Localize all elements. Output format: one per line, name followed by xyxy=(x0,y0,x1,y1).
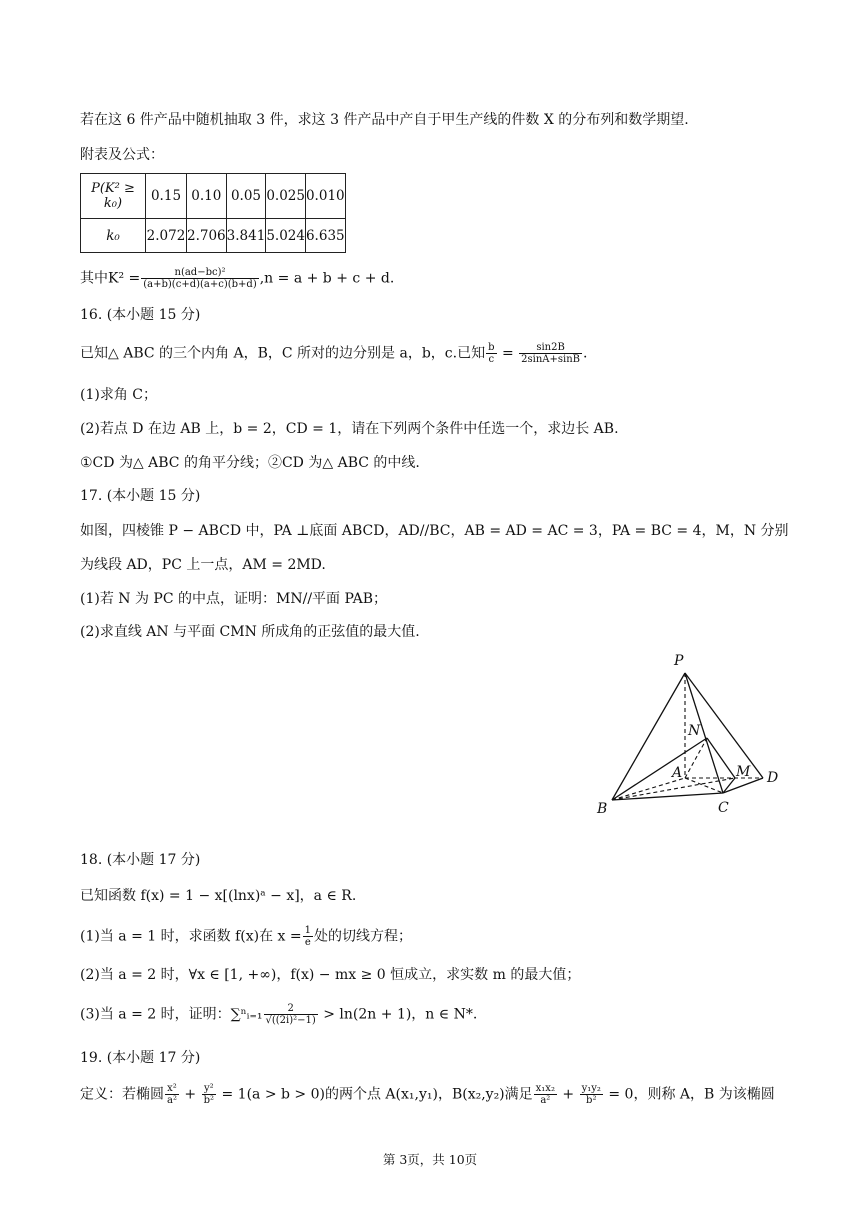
table-k-value: 2.072 xyxy=(146,219,187,253)
p15-question: 若在这 6 件产品中随机抽取 3 件，求这 3 件产品中产自于甲生产线的件数 X 的分布列和数学期望. xyxy=(80,112,689,128)
chi-square-formula: 其中K² = $\frac{\text{n(ad−bc)²}}{(a+b)(c+d)(a+c)(b+d)}$ ,n = a + b + c + d. xyxy=(80,267,395,290)
p17-line1: 如图，四棱锥 P − ABCD 中，PA ⊥底面 ABCD，AD//BC，AB = AD = AC = 3，PA = BC = 4，M，N 分别 xyxy=(80,523,789,539)
label-m: M xyxy=(736,764,751,780)
table-row1-label: P(K² ≥ k₀) xyxy=(81,174,146,219)
p18-q3: (3)当 a = 2 时，证明：∑ⁿᵢ₌₁ $\frac{2}{\text{√((2i)²−1)}}$ > ln(2n + 1)，n ∈ N*. xyxy=(80,1003,478,1026)
table-p-value: 0.05 xyxy=(226,174,266,219)
label-c: C xyxy=(718,800,729,816)
p16-header: 16. (本小题 15 分) xyxy=(80,307,201,323)
label-p: P xyxy=(674,653,684,669)
label-d: D xyxy=(767,770,779,786)
p16-intro: 已知△ ABC 的三个内角 A，B，C 所对的边分别是 a，b，c.已知 $\frac{b}{c}$ = $\frac{\sin 2B}{2\sin A+\sin B}$ . xyxy=(80,342,588,365)
p18-definition: 已知函数 f(x) = 1 − x[(lnx)ᵃ − x]，a ∈ R. xyxy=(80,888,357,904)
p17-q1: (1)若 N 为 PC 的中点，证明：MN//平面 PAB； xyxy=(80,591,388,607)
label-b: B xyxy=(597,801,608,817)
p19-definition: 定义：若椭圆 $\frac{\text{x²}}{\text{a²}}$ + $\frac{\text{y²}}{\text{b²}}$ = 1(a > b > 0)的两个点 A(x₁,y₁)，B(x₂,y₂)满足 $\frac{\text{x₁x₂}}{\text{a²}}$ + $\frac{\text{y₁y₂}}{\text{b²}}$ = 0，则称 A，B 为该椭圆 xyxy=(80,1083,775,1106)
appendix-label: 附表及公式： xyxy=(80,147,164,163)
table-p-value: 0.025 xyxy=(266,174,306,219)
table-p-value: 0.10 xyxy=(187,174,227,219)
page-footer: 第 3页，共 10页 xyxy=(382,1152,478,1167)
p19-header: 19. (本小题 17 分) xyxy=(80,1050,201,1066)
p17-header: 17. (本小题 15 分) xyxy=(80,488,201,504)
p18-q2: (2)当 a = 2 时，∀x ∈ [1, +∞)，f(x) − mx ≥ 0 恒成立，求实数 m 的最大值； xyxy=(80,967,581,983)
p18-header: 18. (本小题 17 分) xyxy=(80,852,201,868)
p17-q2: (2)求直线 AN 与平面 CMN 所成角的正弦值的最大值. xyxy=(80,624,420,640)
table-k-value: 5.024 xyxy=(266,219,306,253)
table-k-value: 3.841 xyxy=(226,219,266,253)
label-a: A xyxy=(672,765,683,781)
pyramid-figure xyxy=(590,645,790,820)
table-p-value: 0.010 xyxy=(305,174,345,219)
label-n: N xyxy=(688,723,701,739)
table-k-value: 6.635 xyxy=(305,219,345,253)
p17-line2: 为线段 AD，PC 上一点，AM = 2MD. xyxy=(80,557,326,573)
table-p-value: 0.15 xyxy=(146,174,187,219)
table-k-value: 2.706 xyxy=(187,219,227,253)
p16-q1: (1)求角 C； xyxy=(80,387,157,403)
p16-q2: (2)若点 D 在边 AB 上，b = 2，CD = 1，请在下列两个条件中任选一个，求边长 AB. xyxy=(80,421,619,437)
table-row2-label: k₀ xyxy=(81,219,146,253)
p18-q1: (1)当 a = 1 时，求函数 f(x)在 x = $\frac{1}{e}$ 处的切线方程； xyxy=(80,925,412,948)
p16-conditions: ①CD 为△ ABC 的角平分线；②CD 为△ ABC 的中线. xyxy=(80,455,420,471)
critical-value-table xyxy=(80,173,346,253)
